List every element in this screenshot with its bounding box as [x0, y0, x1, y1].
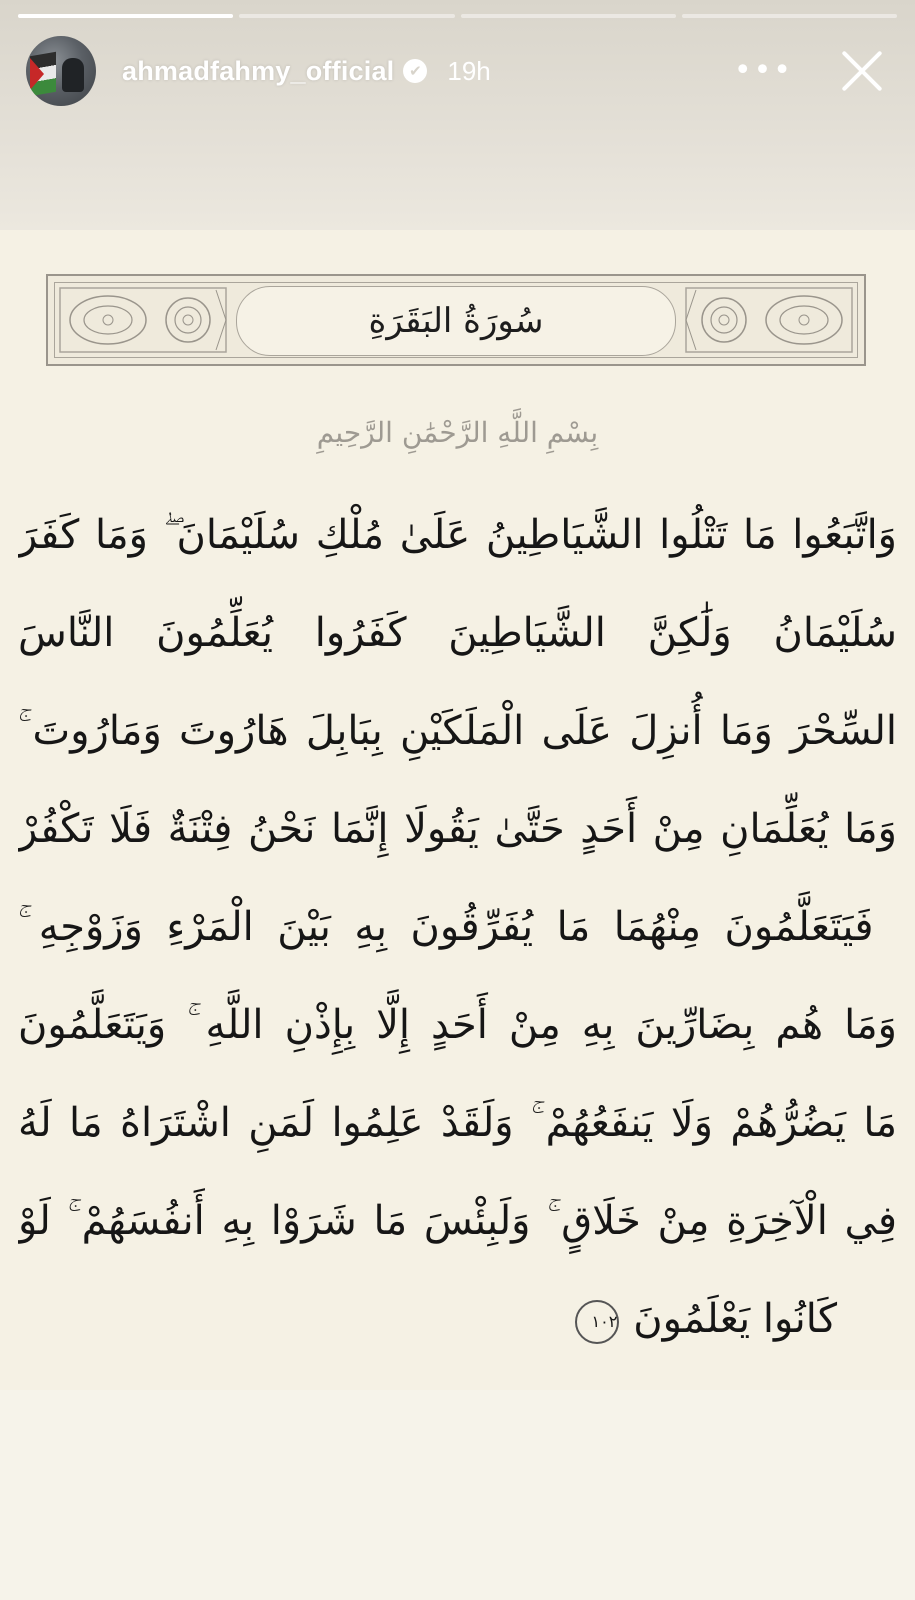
story-progress-segment [461, 14, 676, 18]
ornament-right-icon [684, 286, 854, 354]
verse-text-block [18, 486, 897, 1368]
surah-title-cartouche [236, 286, 676, 356]
avatar[interactable] [26, 36, 96, 106]
verse-line: وَاتَّبَعُوا مَا تَتْلُوا الشَّيَاطِينُ عَلَىٰ مُلْكِ سُلَيْمَانَ ۖ وَمَا كَفَرَ [18, 512, 897, 558]
verse-line: مَا يَضُرُّهُمْ وَلَا يَنفَعُهُمْ ۚ وَلَقَدْ عَلِمُوا لَمَنِ اشْتَرَاهُ مَا لَهُ [18, 1100, 897, 1146]
verified-badge-icon: ✔ [403, 59, 427, 83]
person-icon [62, 58, 84, 92]
verse-line: السِّحْرَ وَمَا أُنزِلَ عَلَى الْمَلَكَيْنِ بِبَابِلَ هَارُوتَ وَمَارُوتَ ۚ [18, 708, 897, 754]
verse-line: وَمَا يُعَلِّمَانِ مِنْ أَحَدٍ حَتَّىٰ يَقُولَا إِنَّمَا نَحْنُ فِتْنَةٌ فَلَا تَكْفُرْ [18, 806, 897, 852]
story-header [26, 36, 885, 106]
story-progress-segment [239, 14, 454, 18]
more-options-icon[interactable]: ••• [733, 53, 793, 88]
verse-line: فِي الْآخِرَةِ مِنْ خَلَاقٍ ۚ وَلَبِئْسَ مَا شَرَوْا بِهِ أَنفُسَهُمْ ۚ لَوْ [18, 1198, 897, 1244]
close-icon[interactable] [839, 48, 885, 94]
story-progress-bar [18, 14, 897, 18]
basmala: بِسْمِ اللَّهِ الرَّحْمَٰنِ الرَّحِيمِ [316, 416, 599, 449]
ornament-left-icon [58, 286, 228, 354]
verse-line: ۖ فَيَتَعَلَّمُونَ مِنْهُمَا مَا يُفَرِّقُونَ بِهِ بَيْنَ الْمَرْءِ وَزَوْجِهِ ۚ [18, 904, 897, 950]
ayah-number-marker: ١٠٢ [575, 1300, 619, 1344]
story-progress-segment [18, 14, 233, 18]
story-bottom-area[interactable] [0, 1390, 915, 1600]
verse-line-text: كَانُوا يَعْلَمُونَ [633, 1296, 837, 1342]
surah-header-frame [46, 274, 866, 366]
verse-line: وَمَا هُم بِضَارِّينَ بِهِ مِنْ أَحَدٍ إِلَّا بِإِذْنِ اللَّهِ ۚ وَيَتَعَلَّمُونَ [18, 1002, 897, 1048]
story-header-background [0, 0, 915, 230]
username[interactable]: ahmadfahmy_official [122, 55, 395, 86]
post-time: 19h [447, 55, 491, 86]
story-progress-segment [682, 14, 897, 18]
surah-title: سُورَةُ البَقَرَةِ [368, 301, 544, 341]
verse-line: سُلَيْمَانُ وَلَٰكِنَّ الشَّيَاطِينَ كَفَرُوا يُعَلِّمُونَ النَّاسَ [18, 610, 897, 656]
flag-triangle-icon [30, 58, 44, 90]
quran-page [0, 230, 915, 1390]
verse-line-last [18, 1270, 897, 1368]
